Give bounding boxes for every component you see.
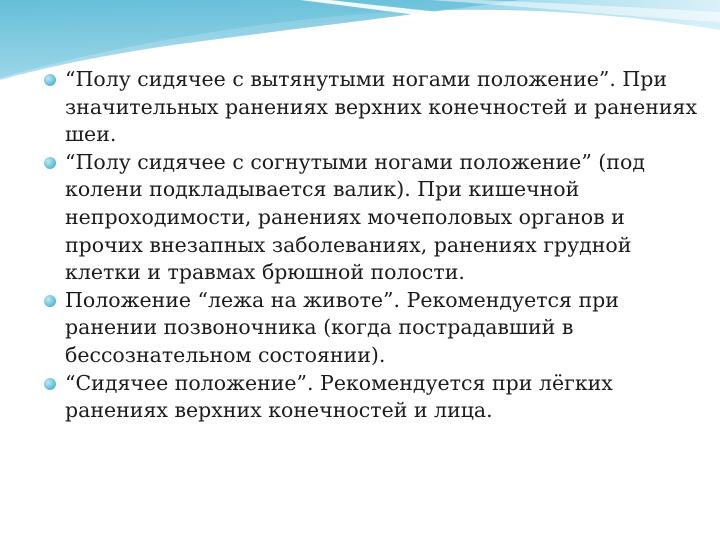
bullet-dot-icon (44, 74, 56, 86)
bullet-text: Положение “лежа на животе”. Рекомендуется при ранении позвоночника (когда пострадавший в бессознательном состоянии). (65, 287, 619, 367)
list-item (44, 66, 704, 149)
bullet-text: “Полу сидячее с вытянутыми ногами положение”. При значительных ранениях верхних конечностей и ранениях шеи. (65, 67, 698, 147)
bullet-list (44, 66, 704, 425)
list-item (44, 287, 704, 370)
list-item (44, 149, 704, 287)
bullet-dot-icon (44, 157, 56, 169)
bullet-text: “Сидячее положение”. Рекомендуется при лёгких ранениях верхних конечностей и лица. (65, 370, 613, 423)
bullet-dot-icon (44, 378, 56, 390)
bullet-dot-icon (44, 295, 56, 307)
list-item (44, 370, 704, 425)
bullet-text: “Полу сидячее с согнутыми ногами положение” (под колени подкладывается валик). При кишечной непроходимости, ранениях мочеполовых органов и прочих внезапных заболеваниях, ранениях грудной клетки и травмах брюшной полости. (65, 149, 645, 285)
